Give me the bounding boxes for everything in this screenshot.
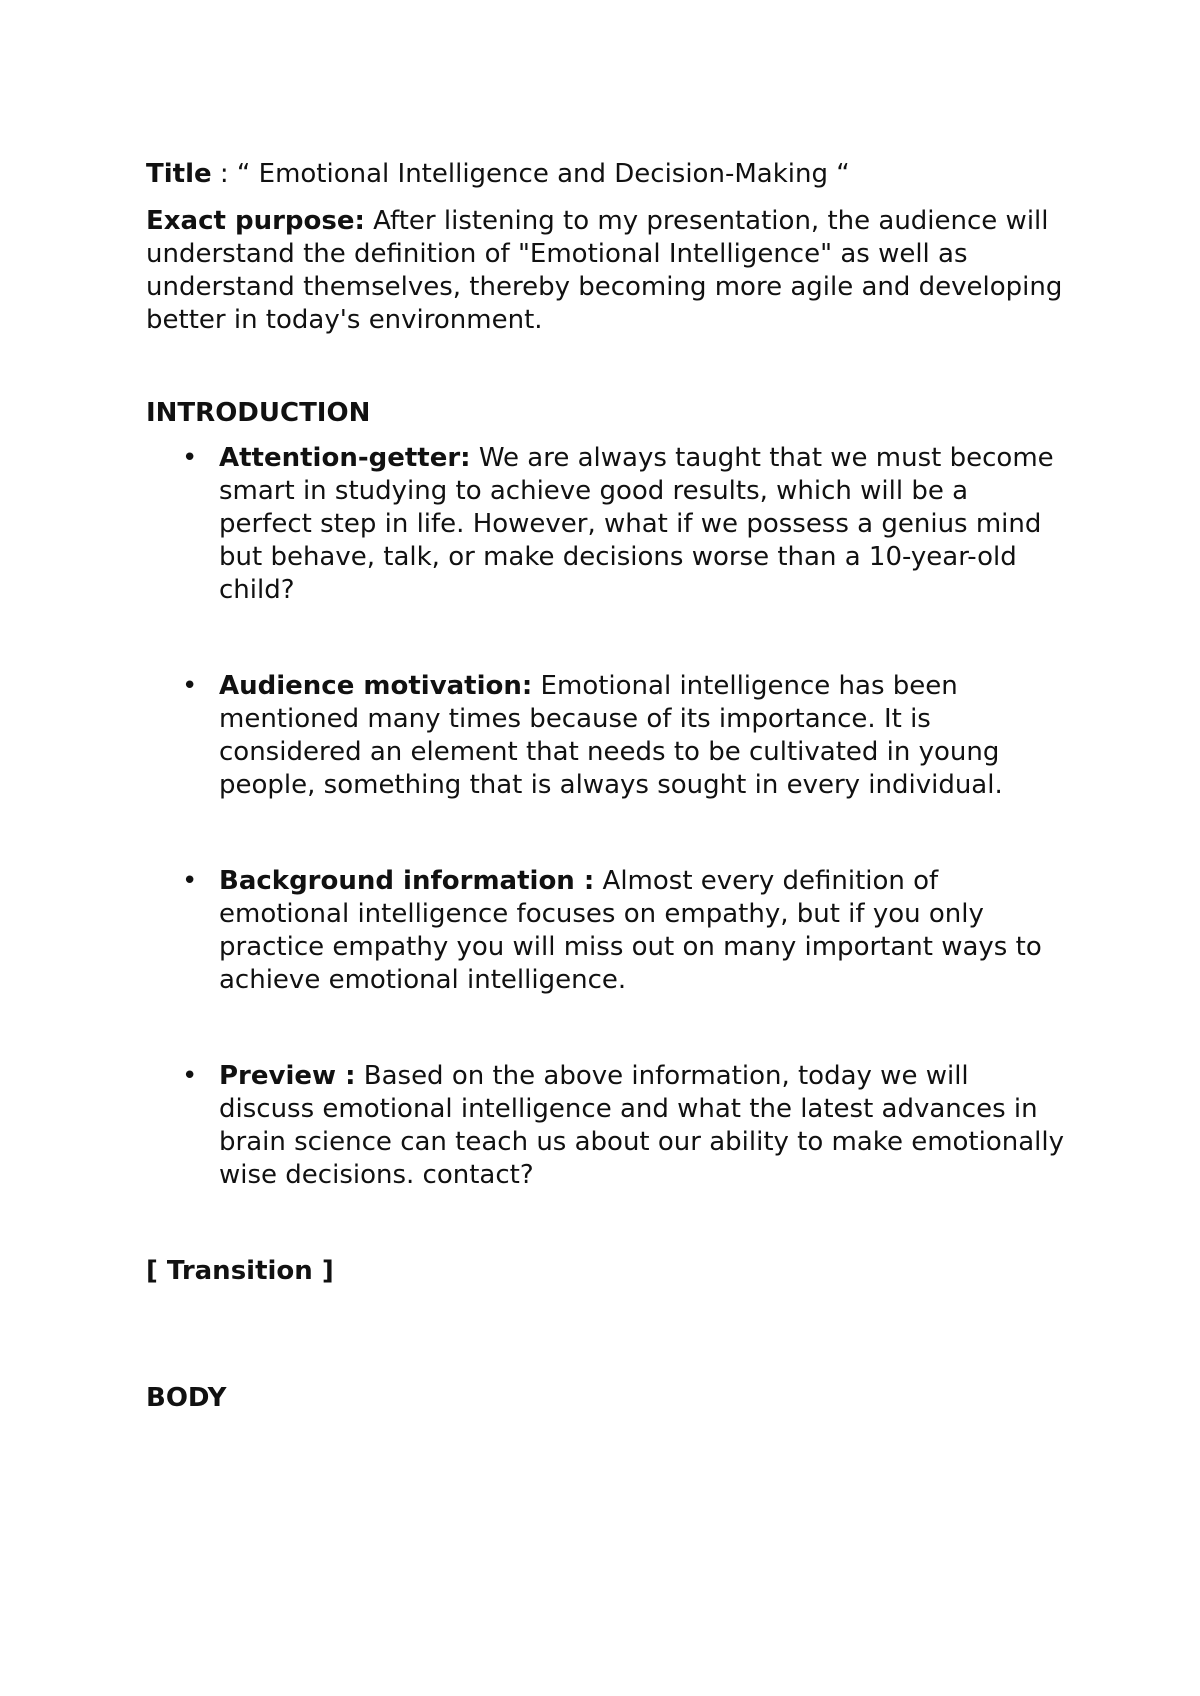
purpose-label: Exact purpose: <box>146 206 365 236</box>
bullet-audience-motivation <box>146 670 1066 802</box>
bullet-dot-icon: • <box>182 443 198 473</box>
bullet-background-information <box>146 865 1066 997</box>
title-label: Title <box>146 159 212 189</box>
bullet-text: Based on the above information, today we will discuss emotional intelligence and what the latest advances in brain science can teach us about our ability to make emotionally wise decisions. contact? <box>219 1061 1064 1190</box>
introduction-bullet-list <box>146 442 1066 1192</box>
introduction-heading: INTRODUCTION <box>146 398 371 428</box>
bullet-dot-icon: • <box>182 1061 198 1091</box>
transition-marker: [ Transition ] <box>146 1256 334 1286</box>
bullet-dot-icon: • <box>182 866 198 896</box>
document-content <box>146 158 1066 1415</box>
bullet-text: We are always taught that we must become smart in studying to achieve good results, which will be a perfect step in life. However, what if we possess a genius mind but behave, talk, or make decisions worse than a 10-year-old child? <box>219 443 1054 605</box>
bullet-attention-getter <box>146 442 1066 607</box>
title-line <box>146 158 1066 191</box>
title-text: : “ Emotional Intelligence and Decision-Making “ <box>211 159 850 189</box>
bullet-text: Emotional intelligence has been mentioned many times because of its importance. It is considered an element that needs to be cultivated in young people, something that is always sought in every individual. <box>219 671 1003 800</box>
bullet-text: Almost every definition of emotional intelligence focuses on empathy, but if you only practice empathy you will miss out on many important ways to achieve emotional intelligence. <box>219 866 1042 995</box>
bullet-label: Audience motivation: <box>219 671 533 701</box>
bullet-label: Background information : <box>219 866 595 896</box>
bullet-preview <box>146 1060 1066 1192</box>
bullet-label: Preview : <box>219 1061 356 1091</box>
exact-purpose-paragraph <box>146 205 1066 337</box>
bullet-label: Attention-getter: <box>219 443 471 473</box>
bullet-dot-icon: • <box>182 671 198 701</box>
body-heading: BODY <box>146 1383 227 1413</box>
purpose-text: After listening to my presentation, the audience will understand the definition of "Emotional Intelligence" as well as understand themselves, thereby becoming more agile and developing better in today's environment. <box>146 206 1063 335</box>
